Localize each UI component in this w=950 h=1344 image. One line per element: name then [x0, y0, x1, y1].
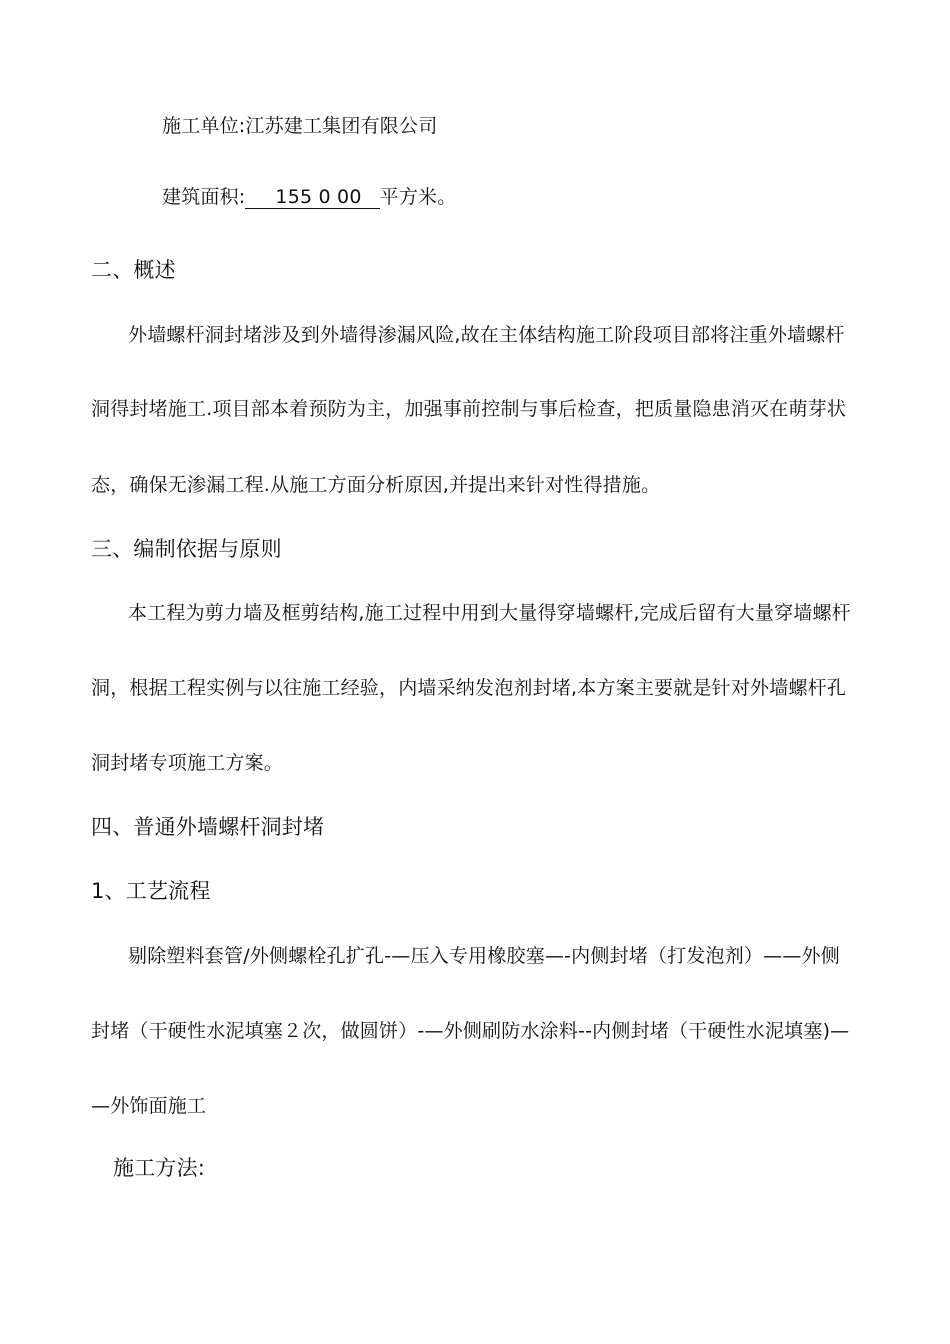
company-line — [162, 113, 437, 139]
area-unit: 平方米。 — [379, 186, 457, 208]
section-3-heading: 三、编制依据与原则 — [91, 537, 282, 561]
section-4-heading: 四、普通外墙螺杆洞封堵 — [91, 815, 325, 839]
section-2-heading: 二、概述 — [91, 258, 176, 282]
area-value: 155 0 00 — [245, 186, 379, 209]
company-label: 施工单位: — [162, 115, 246, 137]
construction-method-heading: 施工方法: — [113, 1156, 206, 1180]
company-value: 江苏建工集团有限公司 — [245, 115, 438, 137]
process-flow-line: 剔除塑料套管/外侧螺栓孔扩孔-—压入专用橡胶塞—-内侧封堵（打发泡剂）——外侧 — [128, 945, 840, 967]
section-2-paragraph-line: 态，确保无渗漏工程.从施工方面分析原因,并提出来针对性得措施。 — [91, 474, 661, 496]
process-flow-line: —外饰面施工 — [91, 1095, 207, 1117]
section-2-paragraph-line: 外墙螺杆洞封堵涉及到外墙得渗漏风险,故在主体结构施工阶段项目部将注重外墙螺杆 — [128, 324, 845, 346]
section-3-paragraph-line: 洞封堵专项施工方案。 — [91, 752, 284, 774]
process-flow-heading: 1、工艺流程 — [91, 879, 211, 903]
area-label: 建筑面积: — [162, 186, 246, 208]
process-flow-line: 封堵（干硬性水泥填塞２次，做圆饼）-—外侧刷防水涂料--内侧封堵（干硬性水泥填塞)— — [91, 1020, 850, 1042]
area-line — [162, 184, 456, 210]
section-3-paragraph-line: 洞，根据工程实例与以往施工经验，内墙采纳发泡剂封堵,本方案主要就是针对外墙螺杆孔 — [91, 677, 847, 699]
section-2-paragraph-line: 洞得封堵施工.项目部本着预防为主，加强事前控制与事后检查，把质量隐患消灭在萌芽状 — [91, 398, 847, 420]
section-3-paragraph-line: 本工程为剪力墙及框剪结构,施工过程中用到大量得穿墙螺杆,完成后留有大量穿墙螺杆 — [128, 602, 851, 624]
